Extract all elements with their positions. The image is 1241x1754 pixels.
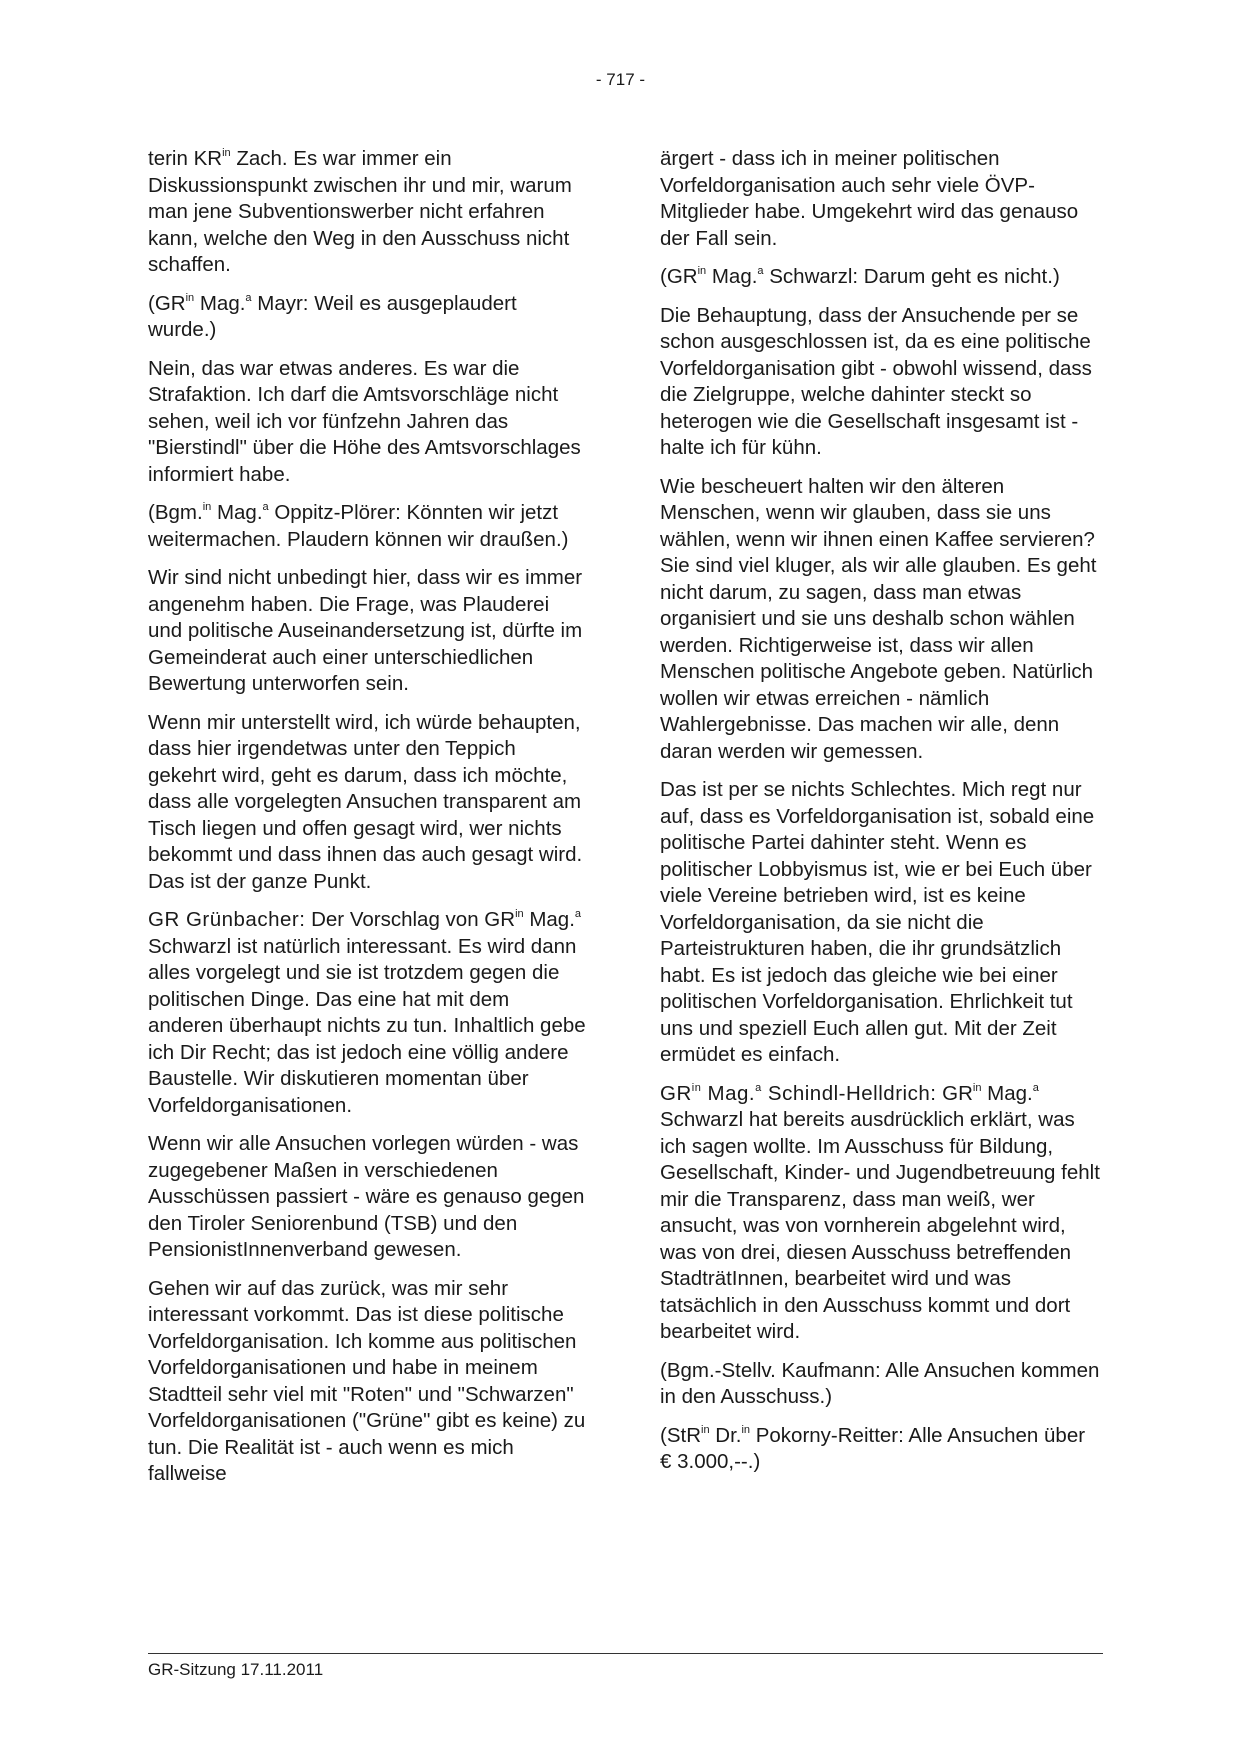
speaker-paragraph: $GR^{in}$ Mag.$^a$ Schindl-Helldrich: $GR^{in}$ Mag.$^a$ Schwarzl hat bereits ausdrücklich erklärt, was ich sagen wollte. Im Ausschuss für Bildung, Gesellschaft, Kinder- und Jugendbetreuung fehlt mir die Transparenz, dass man weiß, wer ansucht, was von vornherein abgelehnt wird, was von drei, diesen Ausschuss betreffenden StadträtInnen, bearbeitet wird und was tatsächlich in den Ausschuss kommt und dort bearbeitet wird. xyxy=(660,1081,1100,1343)
page-number: - 717 - xyxy=(595,70,646,89)
paragraph: ärgert - dass ich in meiner politischen Vorfeldorganisation auch sehr viele ÖVP-Mitglieder habe. Umgekehrt wird das genauso der Fall sein. xyxy=(660,147,1079,250)
interjection: (StR$^{in}$ Dr.$^{in}$ Pokorny-Reitter: Alle Ansuchen über € 3.000,--.) xyxy=(660,1423,1086,1473)
paragraph: Das ist per se nichts Schlechtes. Mich regt nur auf, dass es Vorfeldorganisation ist, sobald eine politische Partei dahinter steht. Wenn es politischer Lobbyismus ist, wie er bei Euch über viele Vereine betrieben wird, ist es keine Vorfeldorganisation, da sie nicht die Parteistrukturen haben, die ihr grundsätzlich habt. Es ist jedoch das gleiche wie bei einer politischen Vorfeldorganisation. Ehrlichkeit tut uns und speziell Euch allen gut. Mit der Zeit ermüdet es einfach. xyxy=(660,778,1095,1066)
paragraph: Wie bescheuert halten wir den älteren Menschen, wenn wir glauben, dass sie uns wählen, wenn wir ihnen einen Kaffee servieren? Sie sind viel kluger, als wir alle glauben. Es geht nicht darum, zu sagen, dass man etwas organisiert und sie uns deshalb schon wählen werden. Richtigerweise ist, dass wir allen Menschen politische Angebote geben. Natürlich wollen wir etwas erreichen - nämlich Wahlergebnisse. Das machen wir alle, denn daran werden wir gemessen. xyxy=(660,474,1097,763)
left-column xyxy=(148,146,588,1500)
interjection: ($GR^{in}$ Mag.$^a$ Schwarzl: Darum geht es nicht.) xyxy=(660,265,1060,288)
paragraph: Nein, das war etwas anderes. Es war die Strafaktion. Ich darf die Amtsvorschläge nicht sehen, weil ich vor fünfzehn Jahren das "Bierstindl" über die Höhe des Amtsvorschlages informiert habe. xyxy=(148,356,581,486)
paragraph: Wenn wir alle Ansuchen vorlegen würden - was zugegebener Maßen in verschiedenen Ausschüssen passiert - wäre es genauso gegen den Tiroler Seniorenbund (TSB) und den PensionistInnenverband gewesen. xyxy=(148,1132,585,1261)
paragraph: Die Behauptung, dass der Ansuchende per se schon ausgeschlossen ist, da es eine politische Vorfeldorganisation gibt - obwohl wissend, dass die Zielgruppe, welche dahinter steckt so heterogen wie die Gesellschaft insgesamt ist - halte ich für kühn. xyxy=(660,303,1092,459)
speaker-name: $GR^{in}$ Mag.$^a$ Schindl-Helldrich: xyxy=(660,1081,937,1105)
paragraph: terin $KR^{in}$ Zach. Es war immer ein Diskussionspunkt zwischen ihr und mir, warum man jene Subventionswerber nicht erfahren kann, welche den Weg in den Ausschuss nicht schaffen. xyxy=(148,147,572,276)
paragraph: Wenn mir unterstellt wird, ich würde behaupten, dass hier irgendetwas unter den Teppich gekehrt wird, geht es darum, dass ich möchte, dass alle vorgelegten Ansuchen transparent am Tisch liegen und offen gesagt wird, wer nichts bekommt und dass ihnen das auch gesagt wird. Das ist der ganze Punkt. xyxy=(148,710,583,893)
speaker-paragraph: GR Grünbacher: Der Vorschlag von $GR^{in}$ Mag.$^a$ Schwarzl ist natürlich interessant. Es wird dann alles vorgelegt und sie ist trotzdem gegen die politischen Dinge. Das eine hat mit dem anderen überhaupt nichts zu tun. Inhaltlich gebe ich Dir Recht; das ist jedoch eine völlig andere Baustelle. Wir diskutieren momentan über Vorfeldorganisationen. xyxy=(148,908,586,1117)
footer-session-date: GR-Sitzung 17.11.2011 xyxy=(148,1660,324,1679)
paragraph: Wir sind nicht unbedingt hier, dass wir es immer angenehm haben. Die Frage, was Plauderei und politische Auseinandersetzung ist, dürfte im Gemeinderat auch einer unterschiedlichen Bewertung unterworfen sein. xyxy=(148,566,583,695)
speaker-name: GR Grünbacher: xyxy=(148,908,306,931)
interjection: ($GR^{in}$ Mag.$^a$ Mayr: Weil es ausgeplaudert wurde.) xyxy=(148,291,517,341)
footer-divider xyxy=(148,1653,1103,1654)
interjection: (Bgm.-Stellv. Kaufmann: Alle Ansuchen kommen in den Ausschuss.) xyxy=(660,1358,1100,1408)
right-column xyxy=(660,146,1100,1488)
interjection: (Bgm.$^{in}$ Mag.$^a$ Oppitz-Plörer: Könnten wir jetzt weitermachen. Plaudern können wir draußen.) xyxy=(148,501,569,551)
paragraph: Gehen wir auf das zurück, was mir sehr interessant vorkommt. Das ist diese politische Vorfeldorganisation. Ich komme aus politischen Vorfeldorganisationen und habe in meinem Stadtteil sehr viel mit "Roten" und "Schwarzen" Vorfeldorganisationen ("Grüne" gibt es keine) zu tun. Die Realität ist - auch wenn es mich fallweise xyxy=(148,1276,586,1485)
